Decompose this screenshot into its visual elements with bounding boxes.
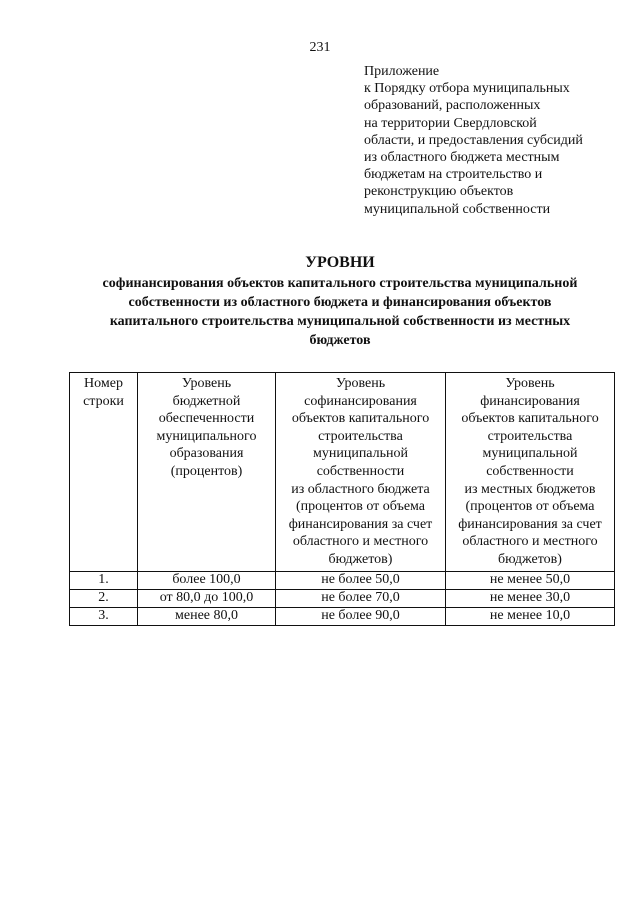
cell-row-number: 1.	[70, 571, 138, 589]
table-row	[70, 589, 615, 607]
subtitle-line: собственности из областного бюджета и финансирования объектов	[128, 295, 552, 310]
subtitle-line: софинансирования объектов капитального строительства муниципальной	[102, 276, 578, 291]
subtitle-line: бюджетов	[309, 333, 371, 348]
document-subtitle	[40, 274, 640, 350]
cell-budget-provision: от 80,0 до 100,0	[138, 589, 276, 607]
table-row	[70, 607, 615, 625]
table-row	[70, 571, 615, 589]
appendix-line: области, и предоставления субсидий	[364, 132, 583, 148]
header-budget-provision: Уровень бюджетной обеспеченности муниципального образования (процентов)	[138, 373, 276, 572]
cell-budget-provision: более 100,0	[138, 571, 276, 589]
appendix-line: Приложение	[364, 64, 440, 79]
levels-table	[69, 372, 615, 626]
cell-local-financing: не менее 50,0	[446, 571, 615, 589]
header-local-financing: Уровень финансирования объектов капитального строительства муниципальной собственности из местных бюджетов (процентов от объема финансирования за счет областного и местного бюджетов)	[446, 373, 615, 572]
cell-regional-cofinancing: не более 70,0	[276, 589, 446, 607]
document-title: УРОВНИ	[305, 254, 375, 271]
cell-local-financing: не менее 30,0	[446, 589, 615, 607]
header-row-number: Номер строки	[70, 373, 138, 572]
cell-row-number: 2.	[70, 589, 138, 607]
appendix-line: муниципальной собственности	[364, 201, 551, 217]
appendix-line: к Порядку отбора муниципальных	[364, 81, 570, 97]
cell-regional-cofinancing: не более 50,0	[276, 571, 446, 589]
appendix-line: на территории Свердловской	[364, 115, 537, 131]
appendix-note	[364, 63, 614, 218]
cell-row-number: 3.	[70, 607, 138, 625]
cell-budget-provision: менее 80,0	[138, 607, 276, 625]
table-header-row	[70, 373, 615, 572]
appendix-line: из областного бюджета местным	[364, 150, 560, 166]
document-title-block	[40, 253, 640, 350]
appendix-line: реконструкцию объектов	[364, 184, 514, 200]
page-number: 231	[309, 40, 331, 55]
cell-local-financing: не менее 10,0	[446, 607, 615, 625]
appendix-line: бюджетам на строительство и	[364, 167, 543, 183]
header-regional-cofinancing: Уровень софинансирования объектов капитального строительства муниципальной собственности из областного бюджета (процентов от объема финансирования за счет областного и местного бюджетов)	[276, 373, 446, 572]
subtitle-line: капитального строительства муниципальной собственности из местных	[109, 314, 571, 329]
cell-regional-cofinancing: не более 90,0	[276, 607, 446, 625]
appendix-line: образований, расположенных	[364, 98, 541, 114]
